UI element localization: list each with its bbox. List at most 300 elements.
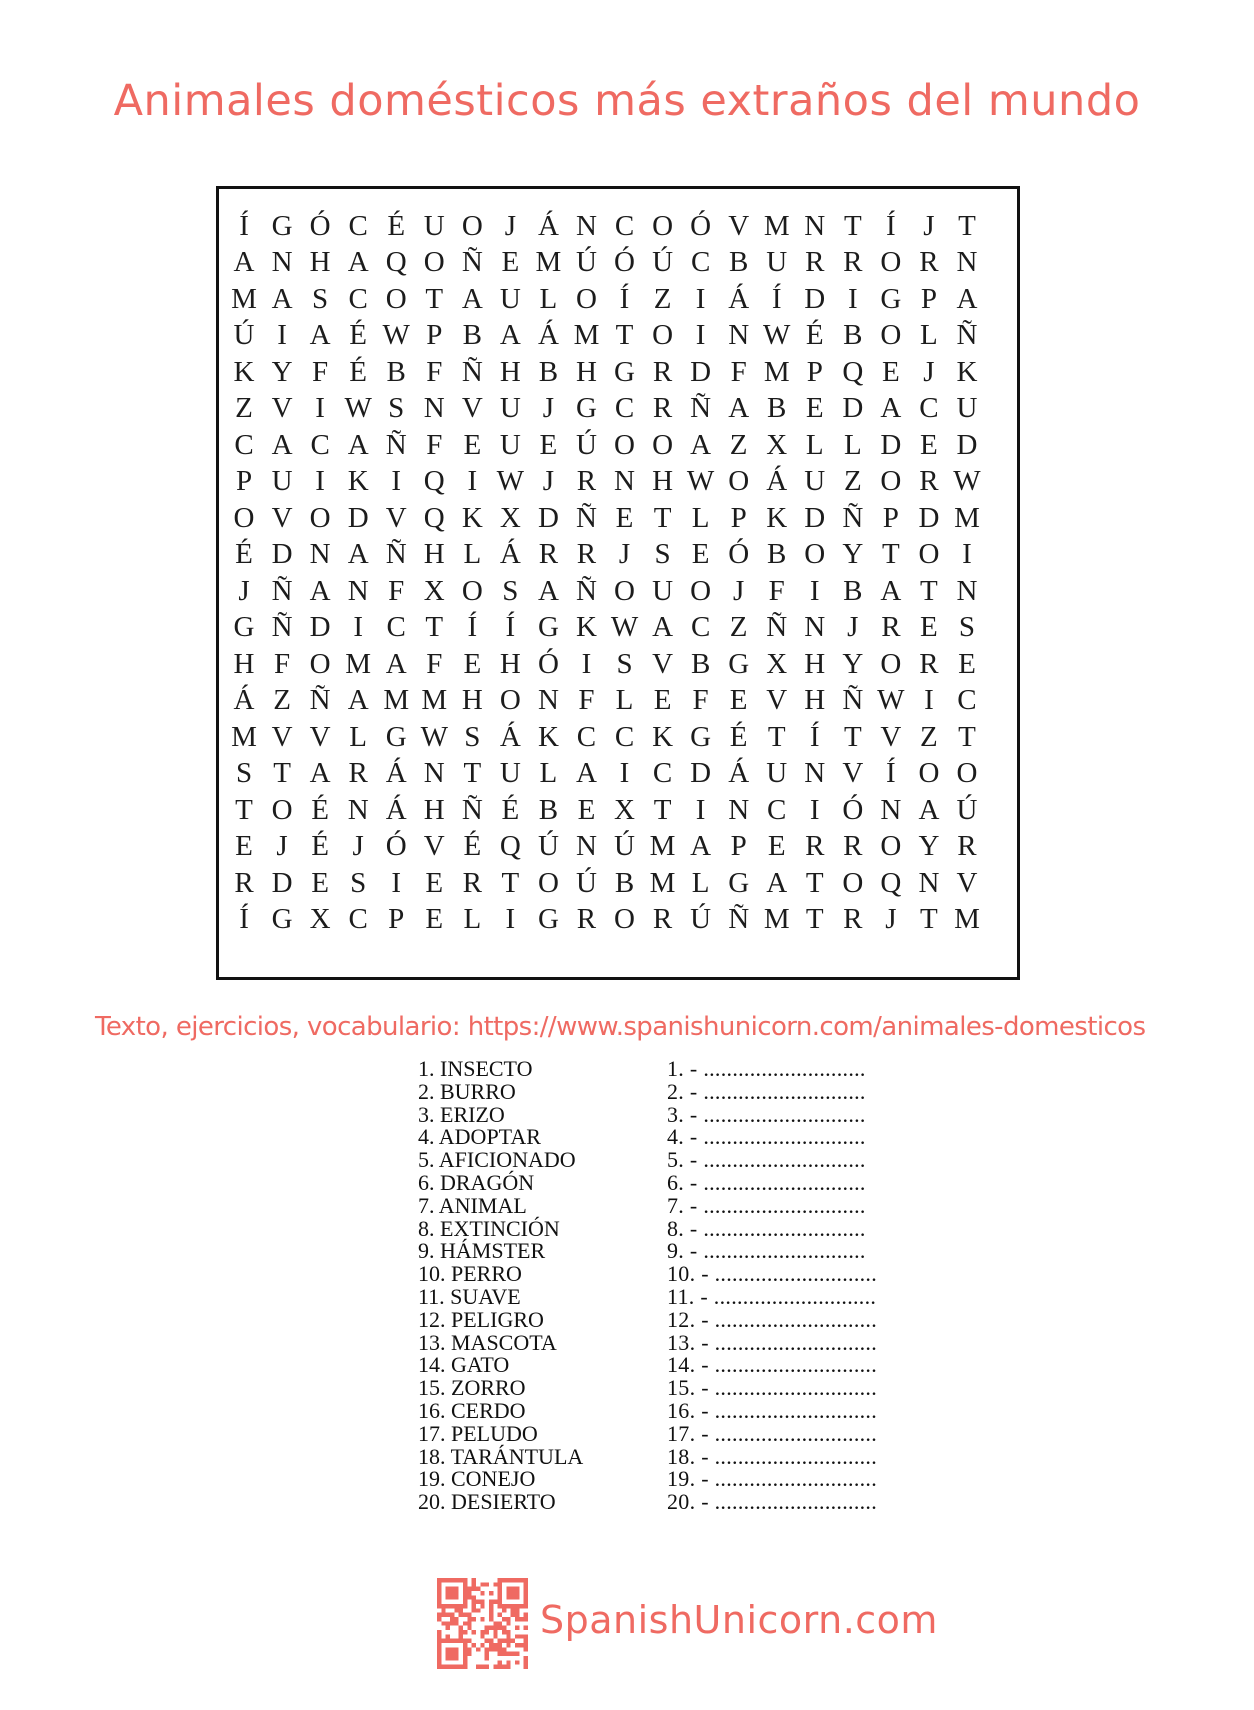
grid-letter: R xyxy=(538,538,559,571)
grid-letter: R xyxy=(652,392,673,425)
grid-letter: N xyxy=(575,209,597,242)
grid-letter: Ú xyxy=(652,246,674,279)
grid-letter: Z xyxy=(729,428,748,461)
grid-letter: Ñ xyxy=(766,611,788,644)
answer-blank-item: 14. - ............................ xyxy=(667,1352,878,1378)
grid-letter: L xyxy=(920,319,938,352)
grid-letter: O xyxy=(233,501,255,534)
grid-letter: F xyxy=(768,574,785,607)
grid-letter: I xyxy=(962,538,972,571)
grid-letter: F xyxy=(274,647,291,680)
grid-letter: T xyxy=(425,611,444,644)
grid-letter: V xyxy=(271,501,293,534)
grid-letter: U xyxy=(766,246,788,279)
grid-letter: T xyxy=(235,793,253,826)
word-list-item: 14. GATO xyxy=(418,1352,510,1378)
grid-letter: C xyxy=(348,209,368,242)
grid-letter: N xyxy=(423,392,445,425)
grid-letter: D xyxy=(804,282,826,315)
grid-letter: M xyxy=(231,282,257,315)
grid-letter: R xyxy=(576,903,597,936)
grid-letter: T xyxy=(501,866,520,899)
grid-letter: Q xyxy=(842,355,864,388)
answer-blank-item: 18. - ............................ xyxy=(667,1443,878,1469)
grid-letter: P xyxy=(426,319,443,352)
grid-letter: B xyxy=(538,355,559,388)
grid-letter: H xyxy=(499,355,521,388)
grid-letter: Á xyxy=(499,538,521,571)
grid-letter: F xyxy=(426,428,443,461)
grid-letter: J xyxy=(504,209,517,242)
grid-letter: S xyxy=(464,720,481,753)
grid-letter: I xyxy=(391,465,402,498)
grid-letter: A xyxy=(461,282,483,315)
grid-letter: I xyxy=(695,319,706,352)
grid-letter: V xyxy=(271,392,293,425)
grid-letter: O xyxy=(918,538,940,571)
answer-blank-item: 12. - ............................ xyxy=(667,1306,878,1332)
grid-letter: D xyxy=(271,866,293,899)
grid-letter: L xyxy=(463,538,482,571)
grid-letter: S xyxy=(350,866,367,899)
grid-letter: N xyxy=(956,246,978,279)
grid-letter: C xyxy=(614,209,635,242)
grid-letter: I xyxy=(581,647,592,680)
grid-letter: X xyxy=(766,647,788,680)
grid-letter: Í xyxy=(239,903,249,936)
answer-blank-item: 2. - ............................ xyxy=(667,1078,866,1104)
grid-letter: D xyxy=(918,501,940,534)
grid-letter: K xyxy=(956,355,978,388)
grid-letter: Z xyxy=(920,720,938,753)
grid-letter: F xyxy=(388,574,405,607)
source-url-link[interactable]: https://www.spanishunicorn.com/animales-domesticos xyxy=(467,1012,1146,1042)
word-list-item: 10. PERRO xyxy=(418,1261,522,1287)
grid-letter: S xyxy=(388,392,405,425)
grid-letter: D xyxy=(880,428,902,461)
grid-letter: H xyxy=(233,647,255,680)
grid-letter: E xyxy=(463,428,482,461)
grid-letter: I xyxy=(467,465,478,498)
grid-letter: F xyxy=(730,355,747,388)
grid-letter: W xyxy=(763,319,791,352)
grid-letter: Á xyxy=(385,793,407,826)
grid-letter: Í xyxy=(886,209,896,242)
grid-letter: I xyxy=(315,392,325,425)
grid-letter: A xyxy=(271,428,293,461)
grid-letter: V xyxy=(423,830,445,863)
grid-letter: X xyxy=(309,903,331,936)
grid-letter: Ó xyxy=(690,209,712,242)
grid-letter: É xyxy=(805,319,824,352)
grid-letter: Á xyxy=(537,209,559,242)
grid-letter: H xyxy=(309,246,331,279)
grid-letter: O xyxy=(614,903,635,936)
grid-letter: J xyxy=(847,611,859,644)
grid-letter: L xyxy=(691,501,710,534)
grid-letter: D xyxy=(309,611,331,644)
answer-blank-item: 7. - ............................ xyxy=(667,1192,866,1218)
word-list-item: 19. CONEJO xyxy=(418,1466,536,1492)
grid-letter: D xyxy=(842,392,864,425)
grid-letter: R xyxy=(843,246,863,279)
grid-letter: C xyxy=(614,392,635,425)
grid-letter: L xyxy=(349,720,368,753)
grid-letter: M xyxy=(649,866,676,899)
grid-letter: W xyxy=(877,684,905,717)
grid-letter: U xyxy=(652,574,674,607)
grid-letter: M xyxy=(383,684,410,717)
grid-letter: Ú xyxy=(575,428,597,461)
grid-letter: I xyxy=(353,611,363,644)
grid-letter: T xyxy=(615,319,634,352)
grid-letter: V xyxy=(728,209,750,242)
grid-letter: L xyxy=(539,282,558,315)
grid-letter: N xyxy=(347,574,369,607)
grid-letter: O xyxy=(728,465,750,498)
grid-letter: Ú xyxy=(614,830,635,863)
answer-blank-item: 20. - ............................ xyxy=(667,1489,878,1515)
grid-letter: É xyxy=(311,793,329,826)
grid-letter: E xyxy=(882,355,900,388)
grid-letter: B xyxy=(843,574,863,607)
grid-letter: I xyxy=(315,465,325,498)
grid-letter: G xyxy=(690,720,712,753)
grid-letter: H xyxy=(804,684,826,717)
grid-letter: B xyxy=(538,793,559,826)
grid-letter: I xyxy=(391,866,402,899)
grid-letter: Ú xyxy=(575,246,597,279)
grid-letter: É xyxy=(349,319,368,352)
grid-letter: Ñ xyxy=(309,684,331,717)
grid-letter: V xyxy=(461,392,483,425)
grid-letter: N xyxy=(728,319,750,352)
grid-letter: Á xyxy=(385,757,407,790)
grid-letter: E xyxy=(425,866,444,899)
grid-letter: O xyxy=(385,282,407,315)
footer-site-name: SpanishUnicorn.com xyxy=(540,1598,938,1642)
grid-letter: Ñ xyxy=(728,903,750,936)
grid-letter: T xyxy=(920,903,938,936)
grid-letter: F xyxy=(578,684,595,717)
grid-letter: N xyxy=(804,209,826,242)
grid-letter: A xyxy=(956,282,978,315)
grid-letter: U xyxy=(499,757,521,790)
grid-letter: R xyxy=(919,246,939,279)
grid-letter: B xyxy=(614,866,635,899)
word-list-item: 15. ZORRO xyxy=(418,1375,526,1401)
grid-letter: L xyxy=(539,757,558,790)
grid-letter: S xyxy=(958,611,976,644)
grid-letter: Ú xyxy=(690,903,712,936)
grid-letter: S xyxy=(616,647,633,680)
grid-letter: D xyxy=(690,355,712,388)
grid-letter: C xyxy=(652,757,673,790)
grid-letter: M xyxy=(231,720,257,753)
grid-letter: M xyxy=(763,209,790,242)
grid-letter: W xyxy=(420,720,448,753)
grid-letter: G xyxy=(537,903,559,936)
grid-letter: V xyxy=(766,684,788,717)
grid-letter: H xyxy=(423,538,445,571)
grid-letter: O xyxy=(652,209,674,242)
grid-letter: A xyxy=(233,246,255,279)
grid-letter: D xyxy=(537,501,559,534)
grid-letter: R xyxy=(462,866,482,899)
grid-letter: A xyxy=(347,246,369,279)
answer-blank-item: 13. - ............................ xyxy=(667,1329,878,1355)
grid-letter: P xyxy=(235,465,253,498)
grid-letter: E xyxy=(463,647,482,680)
grid-letter: C xyxy=(576,720,597,753)
grid-letter: C xyxy=(690,611,711,644)
grid-letter: J xyxy=(352,830,364,863)
grid-letter: W xyxy=(344,392,372,425)
grid-letter: C xyxy=(690,246,711,279)
grid-letter: J xyxy=(276,830,288,863)
grid-letter: U xyxy=(499,428,521,461)
grid-letter: Y xyxy=(842,647,864,680)
grid-letter: E xyxy=(691,538,710,571)
grid-letter: A xyxy=(690,428,712,461)
grid-letter: M xyxy=(535,246,562,279)
grid-letter: Í xyxy=(467,611,478,644)
grid-letter: M xyxy=(573,319,600,352)
grid-letter: U xyxy=(804,465,826,498)
grid-letter: Ñ xyxy=(271,574,293,607)
grid-letter: K xyxy=(652,720,674,753)
grid-letter: G xyxy=(880,282,902,315)
answer-blank-item: 15. - ............................ xyxy=(667,1375,878,1401)
grid-letter: É xyxy=(501,793,520,826)
grid-letter: Í xyxy=(771,282,782,315)
grid-letter: F xyxy=(426,355,443,388)
grid-letter: F xyxy=(692,684,709,717)
grid-letter: H xyxy=(575,355,597,388)
grid-letter: B xyxy=(728,246,749,279)
grid-letter: A xyxy=(918,793,940,826)
grid-letter: F xyxy=(426,647,443,680)
grid-letter: G xyxy=(575,392,597,425)
grid-letter: U xyxy=(499,392,521,425)
grid-letter: E xyxy=(653,684,672,717)
grid-letter: R xyxy=(919,465,939,498)
grid-letter: Á xyxy=(233,684,255,717)
grid-letter: B xyxy=(767,392,787,425)
grid-letter: O xyxy=(880,465,902,498)
grid-letter: Ó xyxy=(728,538,750,571)
grid-letter: S xyxy=(312,282,329,315)
grid-letter: W xyxy=(686,465,715,498)
grid-letter: I xyxy=(277,319,287,352)
grid-letter: W xyxy=(496,465,525,498)
grid-letter: A xyxy=(880,392,902,425)
grid-letter: A xyxy=(575,757,597,790)
grid-letter: Ñ xyxy=(956,319,978,352)
grid-letter: U xyxy=(271,465,293,498)
grid-letter: Q xyxy=(499,830,521,863)
grid-letter: L xyxy=(843,428,862,461)
grid-letter: Z xyxy=(843,465,862,498)
grid-letter: T xyxy=(463,757,482,790)
source-line-prefix: Texto, ejercicios, vocabulario: xyxy=(95,1012,468,1042)
grid-letter: K xyxy=(575,611,597,644)
grid-letter: C xyxy=(348,903,368,936)
grid-letter: H xyxy=(461,684,483,717)
grid-letter: E xyxy=(920,611,938,644)
grid-letter: G xyxy=(728,866,750,899)
grid-letter: A xyxy=(309,757,331,790)
grid-letter: C xyxy=(348,282,368,315)
grid-letter: E xyxy=(767,830,786,863)
source-line xyxy=(95,1012,1145,1042)
grid-letter: A xyxy=(347,428,369,461)
grid-letter: L xyxy=(805,428,824,461)
grid-letter: Y xyxy=(271,355,293,388)
grid-letter: E xyxy=(539,428,558,461)
grid-letter: N xyxy=(880,793,902,826)
grid-letter: N xyxy=(309,538,331,571)
grid-letter: I xyxy=(695,282,706,315)
grid-letter: J xyxy=(923,209,935,242)
grid-letter: T xyxy=(425,282,444,315)
grid-letter: T xyxy=(920,574,938,607)
grid-letter: Ú xyxy=(575,866,597,899)
word-list-item: 6. DRAGÓN xyxy=(418,1169,535,1195)
grid-letter: R xyxy=(957,830,977,863)
grid-letter: E xyxy=(805,392,824,425)
grid-letter: M xyxy=(649,830,676,863)
grid-letter: D xyxy=(690,757,712,790)
grid-letter: O xyxy=(614,574,635,607)
answer-blank-item: 3. - ............................ xyxy=(667,1101,866,1127)
grid-letter: Ó xyxy=(614,246,635,279)
grid-letter: G xyxy=(728,647,750,680)
grid-letter: N xyxy=(956,574,978,607)
grid-letter: R xyxy=(843,903,863,936)
word-list-item: 17. PELUDO xyxy=(418,1420,538,1446)
grid-letter: V xyxy=(271,720,293,753)
grid-letter: H xyxy=(652,465,674,498)
grid-letter: E xyxy=(577,793,596,826)
grid-letter: É xyxy=(349,355,368,388)
grid-letter: T xyxy=(805,903,824,936)
qr-code xyxy=(437,1578,528,1669)
grid-letter: C xyxy=(957,684,977,717)
wordsearch-box xyxy=(216,186,1020,980)
grid-letter: M xyxy=(954,501,980,534)
word-list-item: 9. HÁMSTER xyxy=(418,1238,546,1264)
grid-letter: S xyxy=(654,538,671,571)
grid-letter: I xyxy=(809,574,820,607)
grid-letter: C xyxy=(614,720,635,753)
grid-letter: M xyxy=(763,355,790,388)
grid-letter: O xyxy=(309,647,331,680)
grid-letter: V xyxy=(880,720,902,753)
grid-letter: P xyxy=(806,355,823,388)
grid-letter: C xyxy=(919,392,939,425)
grid-letter: E xyxy=(958,647,976,680)
grid-letter: O xyxy=(461,209,483,242)
answer-blank-item: 10. - ............................ xyxy=(667,1261,878,1287)
grid-letter: C xyxy=(234,428,254,461)
word-list-item: 20. DESIERTO xyxy=(418,1489,556,1515)
grid-letter: A xyxy=(271,282,293,315)
grid-letter: O xyxy=(537,866,559,899)
answer-blank-list xyxy=(667,1058,877,1514)
grid-letter: S xyxy=(235,757,253,790)
grid-letter: X xyxy=(423,574,445,607)
page-title: Animales domésticos más extraños del mundo xyxy=(113,76,1141,126)
grid-letter: O xyxy=(880,647,902,680)
grid-letter: Ñ xyxy=(842,501,864,534)
grid-letter: X xyxy=(499,501,521,534)
grid-letter: T xyxy=(273,757,291,790)
grid-letter: Ó xyxy=(385,830,407,863)
grid-letter: Í xyxy=(505,611,516,644)
answer-blank-item: 1. - ............................ xyxy=(667,1056,866,1081)
answer-blank-item: 19. - ............................ xyxy=(667,1466,878,1492)
grid-letter: N xyxy=(575,830,597,863)
grid-letter: Z xyxy=(235,392,253,425)
answer-blank-item: 11. - ............................ xyxy=(667,1283,877,1309)
grid-letter: L xyxy=(691,866,710,899)
grid-letter: T xyxy=(653,501,672,534)
word-list-item: 2. BURRO xyxy=(418,1078,516,1104)
grid-letter: Ó xyxy=(537,647,559,680)
grid-letter: B xyxy=(462,319,482,352)
grid-letter: B xyxy=(767,538,787,571)
grid-letter: Y xyxy=(918,830,940,863)
grid-letter: Í xyxy=(886,757,896,790)
grid-letter: A xyxy=(499,319,521,352)
grid-letter: É xyxy=(463,830,482,863)
grid-letter: A xyxy=(347,684,369,717)
grid-letter: R xyxy=(576,538,597,571)
grid-letter: E xyxy=(235,830,253,863)
grid-letter: N xyxy=(614,465,635,498)
grid-letter: Í xyxy=(619,282,630,315)
grid-letter: O xyxy=(575,282,597,315)
grid-letter: Ñ xyxy=(842,684,864,717)
grid-letter: O xyxy=(423,246,445,279)
grid-letter: E xyxy=(425,903,444,936)
letter-grid xyxy=(225,208,986,938)
grid-letter: R xyxy=(652,355,673,388)
grid-letter: V xyxy=(309,720,331,753)
grid-letter: Z xyxy=(273,684,291,717)
grid-letter: J xyxy=(923,355,935,388)
grid-letter: H xyxy=(499,647,521,680)
grid-letter: T xyxy=(843,209,862,242)
grid-letter: G xyxy=(271,903,293,936)
grid-letter: Ñ xyxy=(575,574,597,607)
grid-letter: Ñ xyxy=(690,392,712,425)
grid-letter: N xyxy=(271,246,293,279)
grid-letter: V xyxy=(385,501,407,534)
grid-letter: H xyxy=(423,793,445,826)
grid-letter: I xyxy=(809,793,820,826)
grid-letter: R xyxy=(234,866,254,899)
grid-letter: Z xyxy=(653,282,672,315)
word-list-item: 13. MASCOTA xyxy=(418,1329,557,1355)
grid-letter: Ú xyxy=(233,319,255,352)
grid-letter: A xyxy=(537,574,559,607)
grid-letter: D xyxy=(956,428,978,461)
grid-letter: Q xyxy=(423,501,445,534)
grid-letter: P xyxy=(730,501,747,534)
grid-letter: O xyxy=(614,428,635,461)
